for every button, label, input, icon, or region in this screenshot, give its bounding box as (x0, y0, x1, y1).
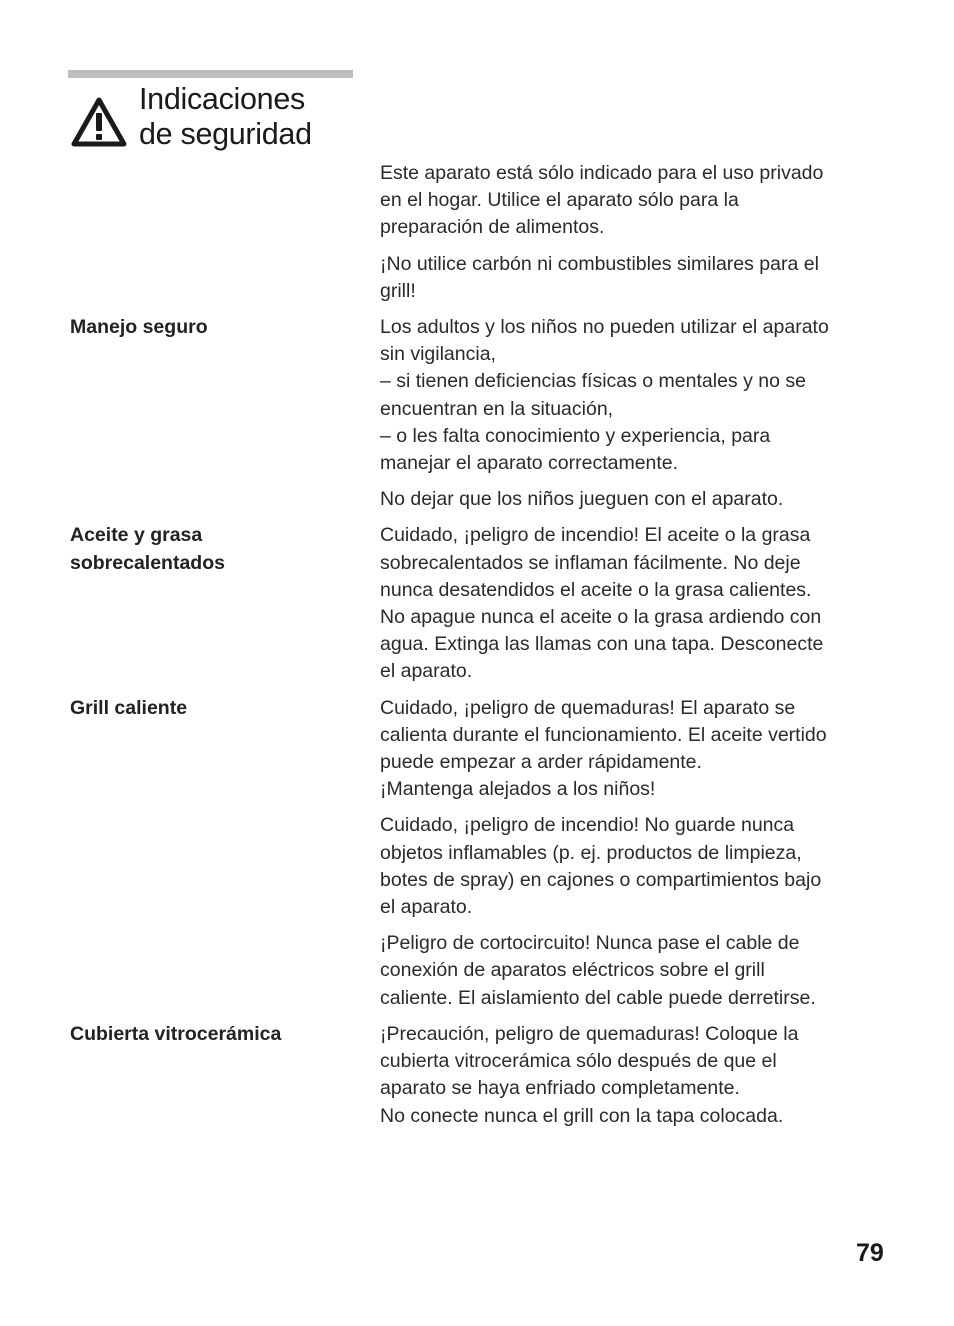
body-line: sin vigilancia, (380, 343, 496, 366)
body-line: botes de spray) en cajones o compartimientos bajo (380, 868, 822, 891)
section-label (70, 1021, 380, 1139)
body-line: ¡No utilice carbón ni combustibles similares para el (380, 252, 819, 275)
section-row (70, 695, 890, 1021)
body-line: – si tienen deficiencias físicas o mentales y no se (380, 370, 806, 393)
body-line: Este aparato está sólo indicado para el uso privado (380, 162, 824, 184)
body-line: encuentran en la situación, (380, 397, 614, 420)
section-row (70, 522, 890, 694)
body-line: No conecte nunca el grill con la tapa colocada. (380, 1104, 784, 1127)
intro-body (380, 160, 880, 314)
section-label-line: Cubierta vitrocerámica (70, 1022, 282, 1045)
body-line: Cuidado, ¡peligro de quemaduras! El aparato se (380, 696, 796, 719)
section-body (380, 695, 880, 1021)
section-body (380, 522, 880, 694)
page-title-line: Indicaciones (139, 82, 305, 116)
body-line: manejar el aparato correctamente. (380, 452, 679, 475)
body-line: – o les falta conocimiento y experiencia, para (380, 424, 771, 447)
body-line: el aparato. (380, 896, 473, 919)
body-line: ¡Precaución, peligro de quemaduras! Coloque la (380, 1022, 799, 1045)
section-label-line: Aceite y grasa (70, 524, 203, 547)
body-line: el aparato. (380, 660, 473, 683)
body-line: ¡Peligro de cortocircuito! Nunca pase el cable de (380, 932, 800, 955)
body-line: grill! (380, 279, 416, 302)
body-line: aparato se haya enfriado completamente. (380, 1077, 740, 1100)
body-line: Cuidado, ¡peligro de incendio! No guarde nunca (380, 814, 795, 837)
section-label (70, 695, 380, 1021)
body-line: No apague nunca el aceite o la grasa ardiendo con (380, 606, 822, 629)
body-paragraph (380, 522, 880, 685)
section-label-line: Grill caliente (70, 696, 188, 719)
body-paragraph (380, 812, 880, 921)
body-line: No dejar que los niños jueguen con el aparato. (380, 488, 784, 511)
body-line: en el hogar. Utilice el aparato sólo para la (380, 189, 739, 212)
body-line: calienta durante el funcionamiento. El aceite vertido (380, 723, 827, 746)
section-label-line: Manejo seguro (70, 316, 208, 339)
safety-content (70, 160, 890, 1139)
body-line: agua. Extinga las llamas con una tapa. Desconecte (380, 633, 824, 656)
section-body (380, 1021, 880, 1139)
intro-row (70, 160, 890, 314)
section-label (70, 314, 380, 522)
section-label (70, 522, 380, 694)
body-line: Cuidado, ¡peligro de incendio! El aceite o la grasa (380, 524, 811, 547)
body-paragraph (380, 251, 880, 305)
body-line: cubierta vitrocerámica sólo después de que el (380, 1050, 777, 1073)
body-line: puede empezar a arder rápidamente. (380, 751, 702, 774)
section-row (70, 1021, 890, 1139)
body-line: objetos inflamables (p. ej. productos de limpieza, (380, 841, 802, 864)
body-paragraph (380, 160, 880, 242)
page-number: 79 (856, 1239, 884, 1267)
section-label-line: sobrecalentados (70, 551, 225, 574)
body-line: caliente. El aislamiento del cable puede derretirse. (380, 986, 816, 1009)
body-line: sobrecalentados se inflaman fácilmente. No deje (380, 551, 801, 574)
section-label-empty (70, 160, 380, 314)
section-body (380, 314, 880, 522)
body-line: nunca desatendidos el aceite o la grasa calientes. (380, 578, 812, 601)
header-rule (68, 70, 353, 78)
body-paragraph (380, 314, 880, 477)
body-paragraph (380, 486, 880, 513)
warning-triangle-icon (70, 96, 128, 148)
body-line: conexión de aparatos eléctricos sobre el grill (380, 959, 765, 982)
body-paragraph (380, 930, 880, 1012)
page-title-line: de seguridad (139, 117, 312, 151)
page-title (139, 82, 312, 152)
body-line: Los adultos y los niños no pueden utilizar el aparato (380, 316, 829, 339)
body-paragraph (380, 695, 880, 804)
section-row (70, 314, 890, 522)
body-paragraph (380, 1021, 880, 1130)
body-line: preparación de alimentos. (380, 216, 605, 239)
body-line: ¡Mantenga alejados a los niños! (380, 778, 656, 801)
